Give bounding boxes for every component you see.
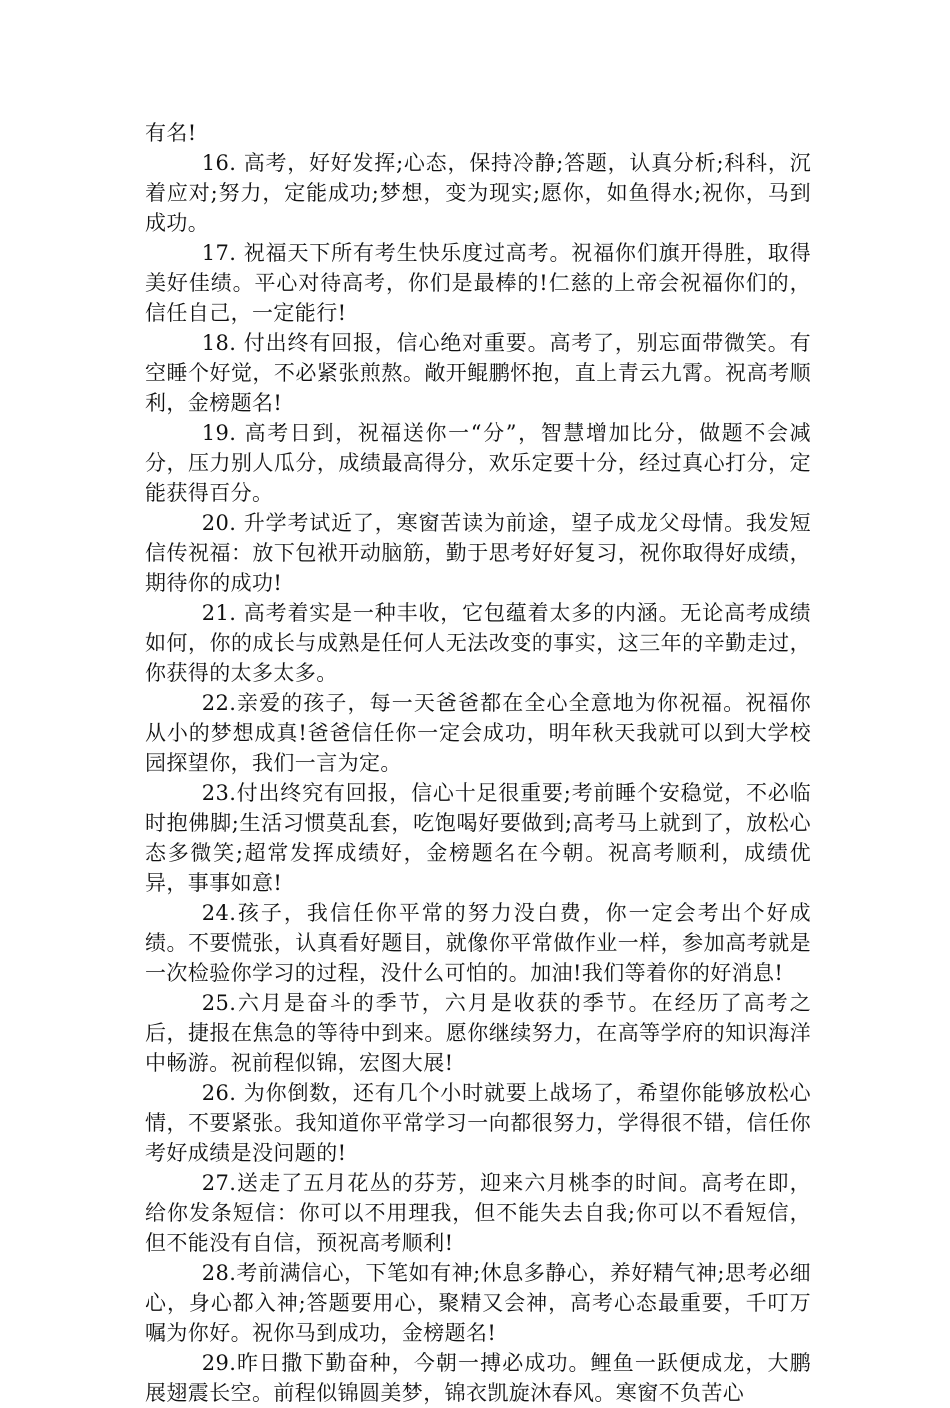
paragraph-18: 18. 付出终有回报，信心绝对重要。高考了，别忘面带微笑。有空睡个好觉，不必紧张煎熬。敞开鲲鹏怀抱，直上青云九霄。祝高考顺利，金榜题名! <box>145 331 811 415</box>
document-page <box>145 118 811 1408</box>
paragraph-17: 17. 祝福天下所有考生快乐度过高考。祝福你们旗开得胜，取得美好佳绩。平心对待高考，你们是最棒的!仁慈的上帝会祝福你们的，信任自己，一定能行! <box>145 241 811 325</box>
paragraph-27: 27.送走了五月花丛的芬芳，迎来六月桃李的时间。高考在即，给你发条短信：你可以不用理我，但不能失去自我;你可以不看短信，但不能没有自信，预祝高考顺利! <box>145 1171 811 1255</box>
paragraph-21: 21. 高考着实是一种丰收，它包蕴着太多的内涵。无论高考成绩如何，你的成长与成熟是任何人无法改变的事实，这三年的辛勤走过，你获得的太多太多。 <box>145 601 811 685</box>
paragraph-26: 26. 为你倒数，还有几个小时就要上战场了，希望你能够放松心情，不要紧张。我知道你平常学习一向都很努力，学得很不错，信任你考好成绩是没问题的! <box>145 1081 811 1165</box>
paragraph-19: 19. 高考日到，祝福送你一“分”，智慧增加比分，做题不会减分，压力别人瓜分，成绩最高得分，欢乐定要十分，经过真心打分，定能获得百分。 <box>145 421 811 505</box>
paragraph-23: 23.付出终究有回报，信心十足很重要;考前睡个安稳觉，不必临时抱佛脚;生活习惯莫乱套，吃饱喝好要做到;高考马上就到了，放松心态多微笑;超常发挥成绩好，金榜题名在今朝。祝高考顺利，成绩优异，事事如意! <box>145 781 811 895</box>
paragraph-22: 22.亲爱的孩子，每一天爸爸都在全心全意地为你祝福。祝福你从小的梦想成真!爸爸信任你一定会成功，明年秋天我就可以到大学校园探望你，我们一言为定。 <box>145 691 811 775</box>
paragraph-continuation: 有名! <box>145 121 197 145</box>
paragraph-16: 16. 高考，好好发挥;心态，保持冷静;答题，认真分析;科科，沉着应对;努力，定能成功;梦想，变为现实;愿你，如鱼得水;祝你，马到成功。 <box>145 151 811 235</box>
paragraph-29: 29.昨日撒下勤奋种，今朝一搏必成功。鲤鱼一跃便成龙，大鹏展翅震长空。前程似锦圆美梦，锦衣凯旋沐春风。寒窗不负苦心 <box>145 1351 811 1405</box>
paragraph-20: 20. 升学考试近了，寒窗苦读为前途，望子成龙父母情。我发短信传祝福：放下包袱开动脑筋，勤于思考好好复习，祝你取得好成绩，期待你的成功! <box>145 511 811 595</box>
paragraph-28: 28.考前满信心，下笔如有神;休息多静心，养好精气神;思考必细心，身心都入神;答题要用心，聚精又会神，高考心态最重要，千叮万嘱为你好。祝你马到成功，金榜题名! <box>145 1261 811 1345</box>
paragraph-24: 24.孩子，我信任你平常的努力没白费，你一定会考出个好成绩。不要慌张，认真看好题目，就像你平常做作业一样，参加高考就是一次检验你学习的过程，没什么可怕的。加油!我们等着你的好消息! <box>145 901 811 985</box>
paragraph-25: 25.六月是奋斗的季节，六月是收获的季节。在经历了高考之后，捷报在焦急的等待中到来。愿你继续努力，在高等学府的知识海洋中畅游。祝前程似锦，宏图大展! <box>145 991 811 1075</box>
